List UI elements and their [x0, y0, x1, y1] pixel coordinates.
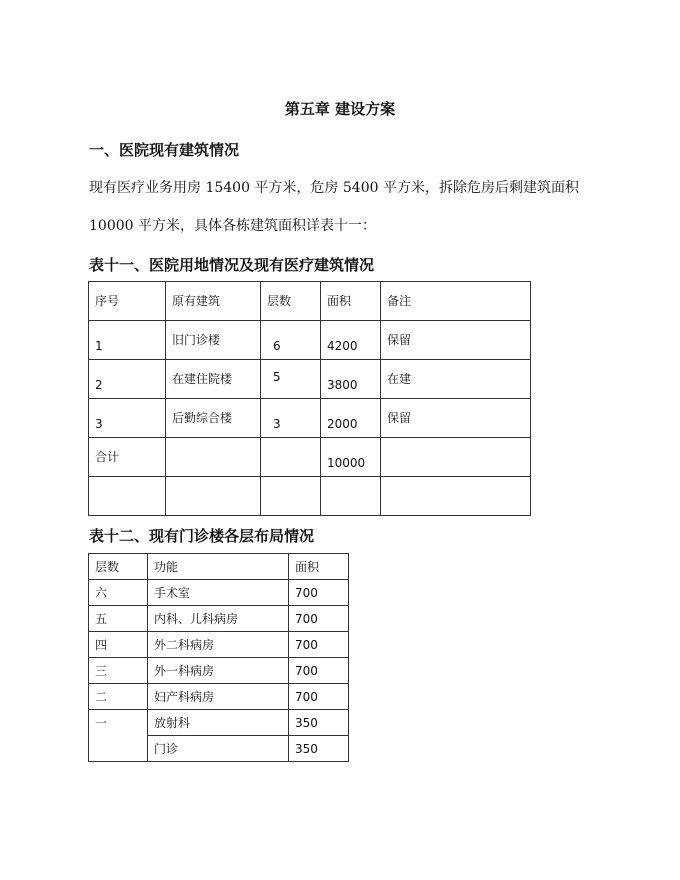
table-cell: 外二科病房	[148, 632, 289, 658]
table-cell	[381, 477, 531, 516]
table-cell: 保留	[381, 321, 531, 360]
header-cell-floor: 层数	[89, 554, 148, 580]
table-cell	[261, 477, 321, 516]
table-row	[89, 399, 531, 438]
section-heading-existing-buildings: 一、医院现有建筑情况	[89, 141, 240, 159]
header-cell-function: 功能	[148, 554, 289, 580]
table-cell: 350	[289, 710, 349, 736]
table-cell: 3	[261, 399, 321, 438]
table-cell: 5	[261, 360, 321, 399]
table-cell: 4200	[321, 321, 381, 360]
table-header-row	[89, 554, 349, 580]
header-cell-area: 面积	[321, 282, 381, 321]
table-cell: 保留	[381, 399, 531, 438]
table-cell: 放射科	[148, 710, 289, 736]
table-row	[89, 710, 349, 736]
header-cell-area: 面积	[289, 554, 349, 580]
table-cell: 六	[89, 580, 148, 606]
table-cell	[166, 477, 261, 516]
table-cell: 门诊	[148, 736, 289, 762]
table-cell: 700	[289, 684, 349, 710]
table-row	[89, 658, 349, 684]
header-cell-remarks: 备注	[381, 282, 531, 321]
table-cell: 3800	[321, 360, 381, 399]
table-cell: 后勤综合楼	[166, 399, 261, 438]
table-row	[89, 360, 531, 399]
table-cell: 700	[289, 632, 349, 658]
table-cell: 二	[89, 684, 148, 710]
table-cell-merged: 一	[89, 710, 148, 762]
table-eleven	[88, 281, 531, 516]
table-row	[89, 632, 349, 658]
table-cell	[321, 477, 381, 516]
table-cell: 6	[261, 321, 321, 360]
table-cell: 三	[89, 658, 148, 684]
table-cell	[261, 438, 321, 477]
table-cell: 1	[89, 321, 166, 360]
table-row	[89, 580, 349, 606]
paragraph-line-1: 现有医疗业务用房 15400 平方米，危房 5400 平方米，拆除危房后剩建筑面积	[89, 180, 579, 196]
table-cell: 2000	[321, 399, 381, 438]
table-row	[89, 606, 349, 632]
table-row-empty	[89, 477, 531, 516]
header-cell-building: 原有建筑	[166, 282, 261, 321]
table-cell	[166, 438, 261, 477]
table-cell: 700	[289, 606, 349, 632]
table-cell	[381, 438, 531, 477]
table-header-row	[89, 282, 531, 321]
table-cell: 妇产科病房	[148, 684, 289, 710]
table-cell: 四	[89, 632, 148, 658]
table-row	[89, 321, 531, 360]
table-cell: 350	[289, 736, 349, 762]
table-cell: 3	[89, 399, 166, 438]
table-cell: 700	[289, 658, 349, 684]
table-cell: 在建住院楼	[166, 360, 261, 399]
table-row	[89, 684, 349, 710]
table-twelve-title: 表十二、现有门诊楼各层布局情况	[89, 527, 315, 545]
header-cell-floors: 层数	[261, 282, 321, 321]
paragraph-line-2: 10000 平方米，具体各栋建筑面积详表十一：	[89, 218, 376, 234]
table-cell: 合计	[89, 438, 166, 477]
table-row-total	[89, 438, 531, 477]
table-cell: 五	[89, 606, 148, 632]
table-cell: 旧门诊楼	[166, 321, 261, 360]
table-twelve	[88, 553, 349, 762]
table-eleven-title: 表十一、医院用地情况及现有医疗建筑情况	[89, 256, 375, 274]
table-cell: 700	[289, 580, 349, 606]
table-cell: 手术室	[148, 580, 289, 606]
table-cell	[89, 477, 166, 516]
table-cell: 外一科病房	[148, 658, 289, 684]
table-cell: 10000	[321, 438, 381, 477]
header-cell-index: 序号	[89, 282, 166, 321]
table-cell: 内科、儿科病房	[148, 606, 289, 632]
chapter-title: 第五章 建设方案	[284, 100, 396, 118]
table-cell: 2	[89, 360, 166, 399]
table-cell: 在建	[381, 360, 531, 399]
